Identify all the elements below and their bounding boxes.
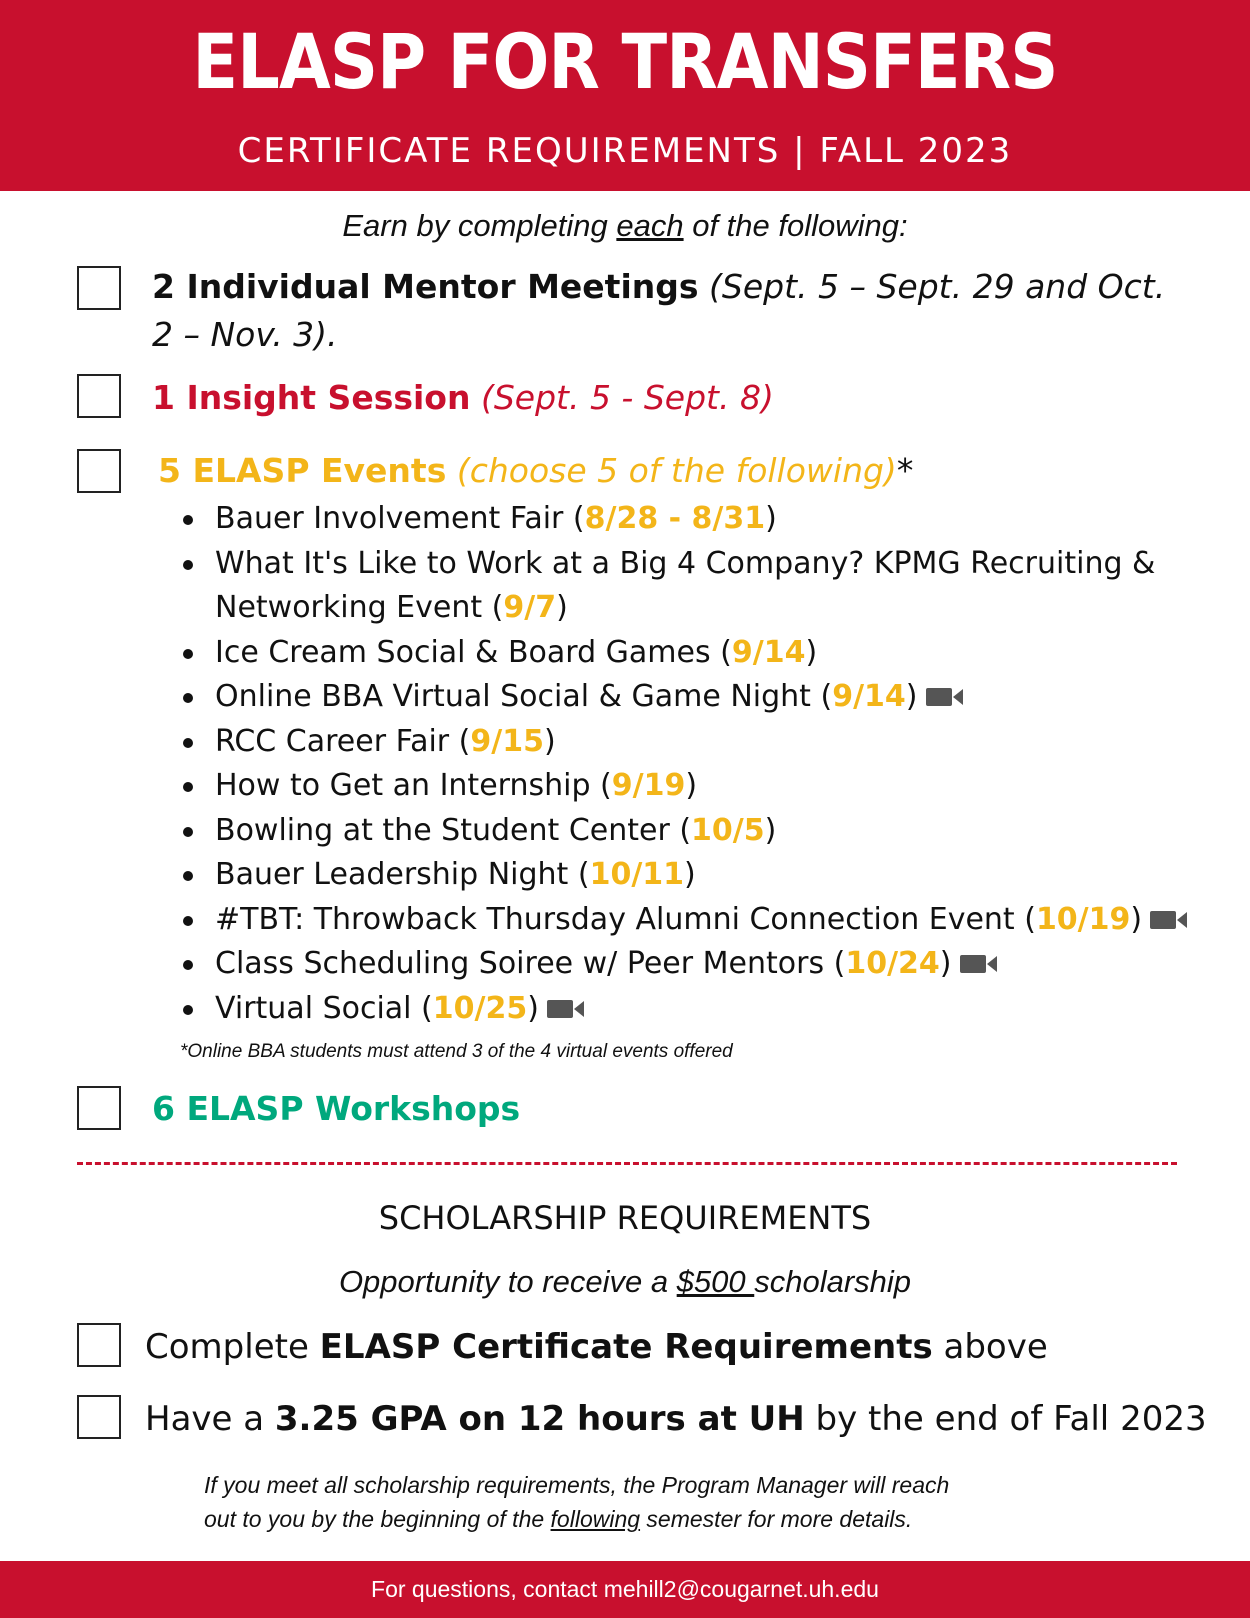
event-date: 9/19 [611,768,686,803]
scholarship-amount: $500 [676,1264,755,1299]
event-footnote: *Online BBA students must attend 3 of the 4 virtual events offered [180,1041,733,1062]
intro-prefix: Earn by completing [342,208,617,243]
event-date: 10/19 [1035,901,1131,937]
insight-session-detail: (Sept. 5 - Sept. 8) [470,378,774,417]
scholarship-gpa-checkbox[interactable] [77,1395,121,1439]
event-item: Ice Cream Social & Board Games (9/14) [180,631,1230,676]
scholarship-requirement-gpa: Have a 3.25 GPA on 12 hours at UH by the end of Fall 2023 [145,1399,1207,1439]
event-item: Bowling at the Student Center (10/5) [180,809,1230,854]
insight-session-checkbox[interactable] [77,374,121,418]
event-list [180,497,1230,1031]
page-title: ELASP FOR TRANSFERS [192,17,1058,106]
video-camera-icon [960,953,998,975]
video-camera-icon [926,686,964,708]
elasp-events-detail: (choose 5 of the following) [446,451,897,490]
mentor-meetings-detail-line1: (Sept. 5 – Sept. 29 and Oct. [698,267,1166,306]
insight-session-label: 1 Insight Session [152,378,471,417]
mentor-meetings-label: 2 Individual Mentor Meetings [152,267,699,306]
page-subtitle: CERTIFICATE REQUIREMENTS | FALL 2023 [237,131,1013,171]
event-date: 10/5 [691,812,765,848]
event-date: 9/14 [832,679,906,714]
section-divider [77,1162,1177,1165]
footer-contact: For questions, contact mehill2@cougarnet.uh.edu [0,1561,1250,1618]
event-date: 9/7 [503,590,557,625]
event-item: Online BBA Virtual Social & Game Night (9/14) [180,675,1230,720]
intro-suffix: of the following: [683,208,908,243]
event-item: How to Get an Internship (9/19) [180,764,1230,809]
event-date: 8/28 - 8/31 [584,501,766,536]
scholarship-closing-note: If you meet all scholarship requirements, the Program Manager will reach out to you by the beginning of the following semester for more details. [204,1472,950,1532]
scholarship-requirement-certificate: Complete ELASP Certificate Requirements above [145,1327,1048,1367]
video-camera-icon [547,998,585,1020]
mentor-meetings-checkbox[interactable] [77,266,121,310]
scholarship-opportunity: Opportunity to receive a $500 scholarship [338,1264,912,1299]
intro-emphasis: each [616,208,684,243]
scholarship-title: SCHOLARSHIP REQUIREMENTS [378,1199,872,1237]
event-item: Bauer Involvement Fair (8/28 - 8/31) [180,497,1230,542]
elasp-workshops-checkbox[interactable] [77,1086,121,1130]
event-date: 10/24 [845,946,940,981]
video-camera-icon [1150,909,1188,931]
event-item: What It's Like to Work at a Big 4 Company? KPMG Recruiting & Networking Event (9/7) [180,542,1230,631]
event-date: 10/25 [432,990,528,1026]
intro-text [0,206,1250,246]
mentor-meetings-detail-line2: 2 – Nov. 3). [152,315,338,354]
scholarship-certificate-checkbox[interactable] [77,1323,121,1367]
event-item: Class Scheduling Soiree w/ Peer Mentors (10/24) [180,942,1230,987]
requirement-mentor-meetings [152,263,1192,359]
elasp-events-label: 5 ELASP Events [158,451,447,490]
header-banner [0,0,1250,191]
elasp-events-asterisk: * [896,451,914,490]
event-date: 10/11 [589,857,685,892]
event-item: Bauer Leadership Night (10/11) [180,853,1230,898]
event-date: 9/14 [731,634,806,670]
requirement-insight-session [152,374,774,422]
event-item: RCC Career Fair (9/15) [180,720,1230,765]
event-item: Virtual Social (10/25) [180,987,1230,1032]
elasp-events-checkbox[interactable] [77,449,121,493]
event-item: #TBT: Throwback Thursday Alumni Connection Event (10/19) [180,898,1230,943]
requirement-elasp-workshops: 6 ELASP Workshops [152,1089,521,1128]
event-date: 9/15 [470,723,544,759]
requirement-elasp-events [158,447,913,495]
